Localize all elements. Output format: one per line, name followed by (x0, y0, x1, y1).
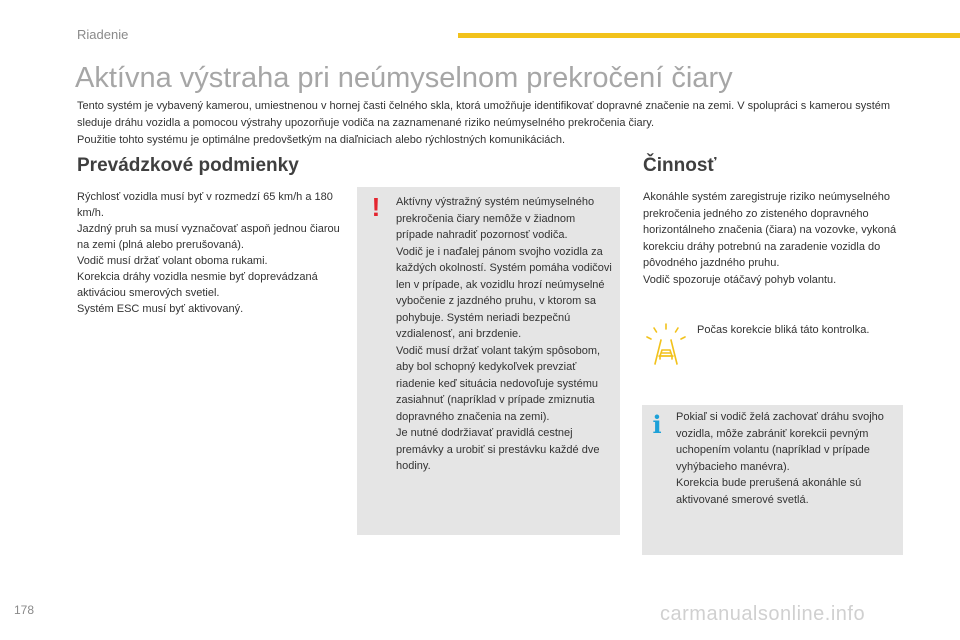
conditions-line: Korekcia dráhy vozidla nesmie byť doprevádzaná aktiváciou smerových svetiel. (77, 271, 318, 299)
operation-heading: Činnosť (643, 155, 717, 176)
exclamation-icon: ! (371, 192, 381, 222)
header-accent-bar (458, 33, 960, 38)
warning-line: Vodič musí držať volant takým spôsobom, aby bol schopný kedykoľvek prevziať riadenie keď situácia nedovoľuje systému zasiahnuť (napríklad v prípade zmiznutia dopravného značenia na zemi). (396, 344, 601, 423)
info-line: Korekcia bude prerušená akonáhle sú aktivované smerové svetlá. (676, 477, 862, 506)
intro-paragraph: Tento systém je vybavený kamerou, umiestnenou v hornej časti čelného skla, ktorá umožňuje identifikovať dopravné značenie na zemi. V spolupráci s kamerou systém sleduje dráhu vozidla a pomocou výstrahy upozorňuje vodiča na zaznamenané riziko neúmyselného prekročenia čiary. (77, 100, 891, 129)
operation-line: Akonáhle systém zaregistruje riziko neúmyselného prekročenia jedného zo zisteného dopravného horizontálneho značenia (čiara) na vozovke, vykoná korekciu dráhy potrebnú na zaradenie vozidla do pôvodného jazdného pruhu. (643, 191, 897, 269)
warning-text (396, 194, 614, 475)
conditions-line: Vodič musí držať volant oboma rukami. (77, 255, 268, 267)
info-text (676, 409, 898, 508)
section-label: Riadenie (77, 27, 129, 42)
warning-line: Vodič je i naďalej pánom svojho vozidla za každých okolností. Systém pomáha vodičovi len v prípade, ak vozidlu hrozí neúmyselné vybočenie z jazdného pruhu, v ktorom sa pohybuje. Systém neriadi bezpečnú vzdialenosť, ani brzdenie. (396, 245, 612, 340)
lamp-description: Počas korekcie bliká táto kontrolka. (697, 324, 870, 336)
warning-line: Aktívny výstražný systém neúmyselného prekročenia čiary nemôže v žiadnom prípade nahradiť pozornosť vodiča. (396, 196, 595, 241)
intro-paragraph: Použitie tohto systému je optimálne predovšetkým na diaľniciach alebo rýchlostných komunikáciách. (77, 134, 566, 146)
page-number: 178 (14, 603, 35, 617)
operation-line: Vodič spozoruje otáčavý pohyb volantu. (643, 273, 837, 286)
page-title: Aktívna výstraha pri neúmyselnom prekročení čiary (75, 62, 733, 94)
info-line: Pokiaľ si vodič želá zachovať dráhu svojho vozidla, môže zabrániť korekcii pevným uchopením volantu (napríklad v prípade vyhýbacieho manévra). (676, 411, 884, 473)
conditions-line: Rýchlosť vozidla musí byť v rozmedzí 65 km/h a 180 km/h. (77, 191, 333, 219)
conditions-line: Systém ESC musí byť aktivovaný. (77, 303, 244, 315)
lane-assist-lamp-icon (641, 320, 691, 370)
operation-text (643, 189, 905, 288)
conditions-heading: Prevádzkové podmienky (77, 155, 299, 176)
watermark: carmanualsonline.info (660, 603, 866, 625)
conditions-line: Jazdný pruh sa musí vyznačovať aspoň jednou čiarou na zemi (plná alebo prerušovaná). (77, 223, 340, 251)
info-icon: i (652, 410, 662, 439)
conditions-text (77, 189, 347, 317)
intro-text (77, 98, 917, 149)
warning-line: Je nutné dodržiavať pravidlá cestnej premávky a urobiť si prestávku každé dve hodiny. (396, 427, 600, 472)
